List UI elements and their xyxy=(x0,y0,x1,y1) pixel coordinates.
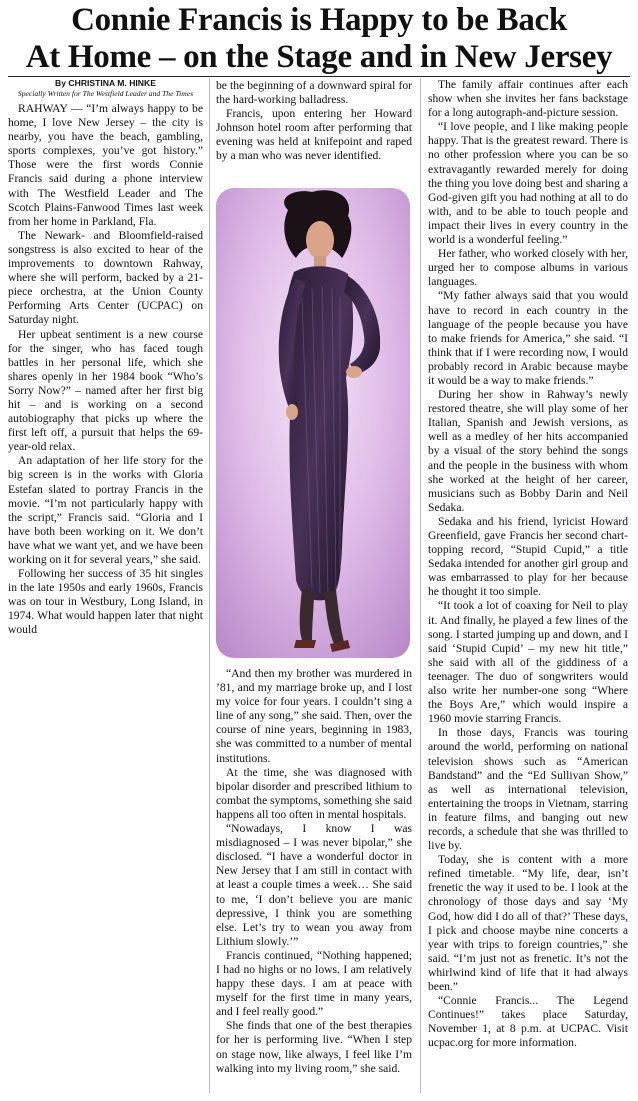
paragraph: “It took a lot of coaxing for Neil to play it. And finally, he played a few lines of the song. I started jumping up and down, and I said ‘Stupid Cupid’ – my new hit title,” she said with all of the giddiness of a teenager. The duo of songwriters would also write her number-one song “Where the Boys Are,” which would inspire a 1960 movie starring Francis. xyxy=(428,599,628,726)
paragraph: An adaptation of her life story for the big screen is in the works with Gloria Estefan slated to portray Francis in the movie. “I’m not particularly happy with the script,” Francis said. “Gloria and I have both been working on it. We don’t have what we want yet, and we have been working on it for several years,” she said. xyxy=(8,454,203,566)
paragraph: At the time, she was diagnosed with bipolar disorder and prescribed lithium to combat the symptoms, something she said happens all too often in mental hospitals. xyxy=(216,765,412,821)
paragraph: In those days, Francis was touring around the world, performing on national television shows such as “American Bandstand” and the “Ed Sullivan Show,” as well as international television, entertaining the troops in Vietnam, starring in feature films, and banging out new records, a schedule that she was thrilled to live by. xyxy=(428,726,628,853)
paragraph: Today, she is content with a more refined timetable. “My life, dear, isn’t frenetic the way it used to be. I look at the chronology of those days and say ‘My God, how did I do all of that?’ These days, I pick and choose maybe nine concerts a year with trips to foreign countries,” she said. “I’m just not as frenetic. It’s not the whirlwind kind of life that it had always been.” xyxy=(428,853,628,993)
paragraph: During her show in Rahway’s newly restored theatre, she will play some of her Italian, Spanish and Jewish versions, as well as a medley of her hits accompanied by a visual of the story behind the songs and the people in the business with whom she worked at the height of her career, musicians such as Bobby Darin and Neil Sedaka. xyxy=(428,388,628,514)
article-column-1 xyxy=(8,78,203,638)
paragraph: “I love people, and I like making people happy. That is the greatest reward. There is no other profession where you can be so extravagantly rewarded merely for doing the thing you love doing best and sharing a God-given gift you had nothing at all to do with, and to be able to touch people and impact their lives in every country in the world is a wonderful feeling.” xyxy=(428,120,628,247)
headline-line-2: At Home – on the Stage and in New Jersey xyxy=(25,39,613,75)
paragraph: “My father always said that you would have to record in each country in the language of the people because you have to make friends for America,” she said. “I think that if I were recording now, I would probably record in Arabic because maybe it would be a way to make friends.” xyxy=(428,289,628,387)
headline-line-1: Connie Francis is Happy to be Back xyxy=(71,2,567,38)
article-column-2-bottom xyxy=(216,667,412,1076)
paragraph: “Connie Francis... The Legend Continues!” takes place Saturday, November 1, at 8 p.m. at UCPAC. Visit ucpac.org for more information. xyxy=(428,994,628,1050)
paragraph: Following her success of 35 hit singles in the late 1950s and early 1960s, Francis was on tour in Westbury, Long Island, in 1974. What would happen later that night would xyxy=(8,567,203,637)
connie-francis-photo xyxy=(216,188,410,658)
paragraph: The Newark- and Bloomfield-raised songstress is also excited to hear of the improvements to downtown Rahway, where she will perform, backed by a 21-piece orchestra, at the Union County Performing Arts Center (UCPAC) on Saturday night. xyxy=(8,228,203,327)
column-divider xyxy=(420,78,421,1093)
byline-credit: Specially Written for The Westfield Leader and The Times xyxy=(17,89,194,98)
paragraph: “And then my brother was murdered in ’81, and my marriage broke up, and I lost my voice for four years. I couldn’t sing a line of any song,” she said. Then, over the course of nine years, beginning in 1983, she was committed to a number of mental institutions. xyxy=(216,667,412,765)
paragraph: Her father, who worked closely with her, urged her to compose albums in various languages. xyxy=(428,247,628,289)
paragraph: Francis continued, “Nothing happened; I had no highs or no lows. I am relatively happy these days. I am at peace with myself for the first time in many years, and I feel really good.” xyxy=(216,948,412,1019)
article-column-3 xyxy=(428,78,628,1050)
paragraph: Francis, upon entering her Howard Johnson hotel room after performing that evening was held at knifepoint and raped by a man who was never identified. xyxy=(216,107,412,163)
paragraph: Sedaka and his friend, lyricist Howard Greenfield, gave Francis her second chart-topping record, “Stupid Cupid,” a title Sedaka intended for another girl group and was embarrassed to play for her because he thought it too simple. xyxy=(428,514,628,599)
headline xyxy=(0,2,638,76)
paragraph: “Nowadays, I know I was misdiagnosed – I was never bipolar,” she disclosed. “I have a wonderful doctor in New Jersey that I am still in contact with at least a couple times a week… She said to me, ‘I don’t believe you are manic depressive, I think you are something else. Let’s try to wean you away from Lithium slowly.’” xyxy=(216,822,412,948)
paragraph: She finds that one of the best therapies for her is performing live. “When I step on stage now, like always, I feel like I’m walking into my living room,” she said. xyxy=(216,1019,412,1075)
headline-rule xyxy=(8,76,630,77)
paragraph: RAHWAY — “I’m always happy to be home, I love New Jersey – the city is nearby, you have the beach, gambling, sports complexes, you’ve got history.” Those were the first words Connie Francis said during a phone interview with The Westfield Leader and The Scotch Plains-Fanwood Times last week from her home in Parkland, Fla. xyxy=(8,102,203,228)
paragraph: Her upbeat sentiment is a new course for the singer, who has faced tough battles in her personal life, which she shares openly in her 1984 book “Who’s Sorry Now?” – named after her first big hit – and is working on a second autobiography that picks up where the first left off, a pursuit that helps the 69-year-old relax. xyxy=(8,327,203,454)
byline: By CHRISTINA M. HINKE xyxy=(55,78,156,88)
paragraph: be the beginning of a downward spiral for the hard-working balladress. xyxy=(216,79,412,107)
article-column-2-top xyxy=(216,79,412,164)
column-divider xyxy=(209,78,210,1093)
paragraph: The family affair continues after each show when she invites her fans backstage for a long autograph-and-picture session. xyxy=(428,78,628,120)
